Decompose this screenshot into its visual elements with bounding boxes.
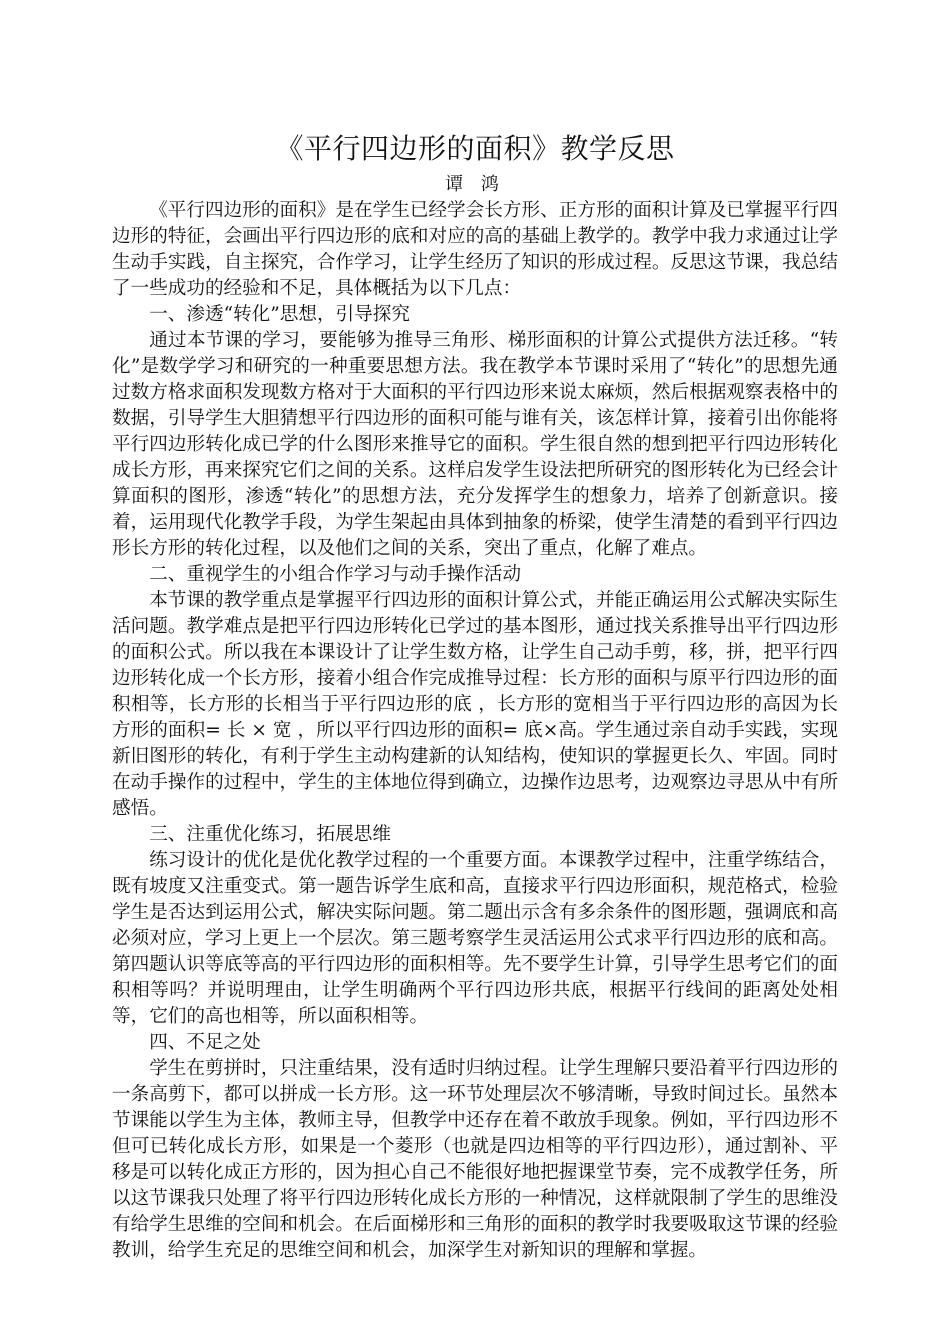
section-3-body: 练习设计的优化是优化教学过程的一个重要方面。本课教学过程中，注重学练结合，既有坡度又注重变式。第一题告诉学生底和高，直接求平行四边形面积，规范格式，检验学生是否达到运用公式，解决实际问题。第二题出示含有多余条件的图形题，强调底和高必须对应，学习上更上一个层次。第三题考察学生灵活运用公式求平行四边形的底和高。第四题认识等底等高的平行四边形的面积相等。先不要学生计算，引导学生思考它们的面积相等吗？并说明理由，让学生明确两个平行四边形共底，根据平行线间的距离处处相等，它们的高也相等，所以面积相等。	[112, 850, 838, 1027]
intro-paragraph: 《平行四边形的面积》是在学生已经学会长方形、正方形的面积计算及已掌握平行四边形的特征，会画出平行四边形的底和对应的高的基础上教学的。教学中我力求通过让学生动手实践，自主探究，合作学习，让学生经历了知识的形成过程。反思这节课，我总结了一些成功的经验和不足，具体概括为以下几点：	[112, 200, 838, 299]
section-3-heading: 三、注重优化练习，拓展思维	[149, 824, 391, 845]
section-4-body: 学生在剪拼时，只注重结果，没有适时归纳过程。让学生理解只要沿着平行四边形的一条高剪下，都可以拼成一长方形。这一环节处理层次不够清晰，导致时间过长。虽然本节课能以学生为主体，教师主导，但教学中还存在着不敢放手现象。例如，平行四边形不但可已转化成长方形，如果是一个菱形（也就是四边相等的平行四边形），通过割补、平移是可以转化成正方形的，因为担心自己不能很好地把握课堂节奏，完不成教学任务，所以这节课我只处理了将平行四边形转化成长方形的一种情况，这样就限制了学生的思维没有给学生思维的空间和机会。在后面梯形和三角形的面积的教学时我要吸取这节课的经验教训，给学生充足的思维空间和机会，加深学生对新知识的理解和掌握。	[112, 1058, 838, 1261]
document-title: 《平行四边形的面积》教学反思	[275, 132, 675, 165]
section-2-body: 本节课的教学重点是掌握平行四边形的面积计算公式，并能正确运用公式解决实际生活问题。教学难点是把平行四边形转化已学过的基本图形，通过找关系推导出平行四边形的面积公式。所以我在本课设计了让学生数方格，让学生自己动手剪，移，拼，把平行四边形转化成一个长方形，接着小组合作完成推导过程：长方形的面积与原平行四边形的面积相等，长方形的长相当于平行四边形的底 ，长方形的宽相当于平行四边形的高因为长方形的面积= 长 × 宽 ，所以平行四边形的面积= 底×高。学生通过亲自动手实践，实现新旧图形的转化，有利于学生主动构建新的认知结构，使知识的掌握更长久、牢固。同时在动手操作的过程中，学生的主体地位得到确立，边操作边思考，边观察边寻思从中有所感悟。	[112, 590, 838, 819]
document-content	[112, 126, 838, 1264]
section-2-heading: 二、重视学生的小组合作学习与动手操作活动	[149, 564, 522, 585]
section-1-body: 通过本节课的学习，要能够为推导三角形、梯形面积的计算公式提供方法迁移。“转化”是数学学习和研究的一种重要思想方法。我在教学本节课时采用了“转化”的思想先通过数方格求面积发现数方格对于大面积的平行四边形来说太麻烦，然后根据观察表格中的数据，引导学生大胆猜想平行四边形的面积可能与谁有关，该怎样计算，接着引出你能将平行四边形转化成已学的什么图形来推导它的面积。学生很自然的想到把平行四边形转化成长方形，再来探究它们之间的关系。这样启发学生设法把所研究的图形转化为已经会计算面积的图形，渗透“转化”的思想方法，充分发挥学生的想象力，培养了创新意识。接着，运用现代化教学手段，为学生架起由具体到抽象的桥梁，使学生清楚的看到平行四边形长方形的转化过程，以及他们之间的关系，突出了重点，化解了难点。	[112, 330, 838, 559]
section-1-heading: 一、渗透“转化”思想，引导探究	[149, 304, 410, 325]
section-4-heading: 四、不足之处	[149, 1032, 261, 1053]
document-author: 谭 鸿	[445, 174, 505, 195]
